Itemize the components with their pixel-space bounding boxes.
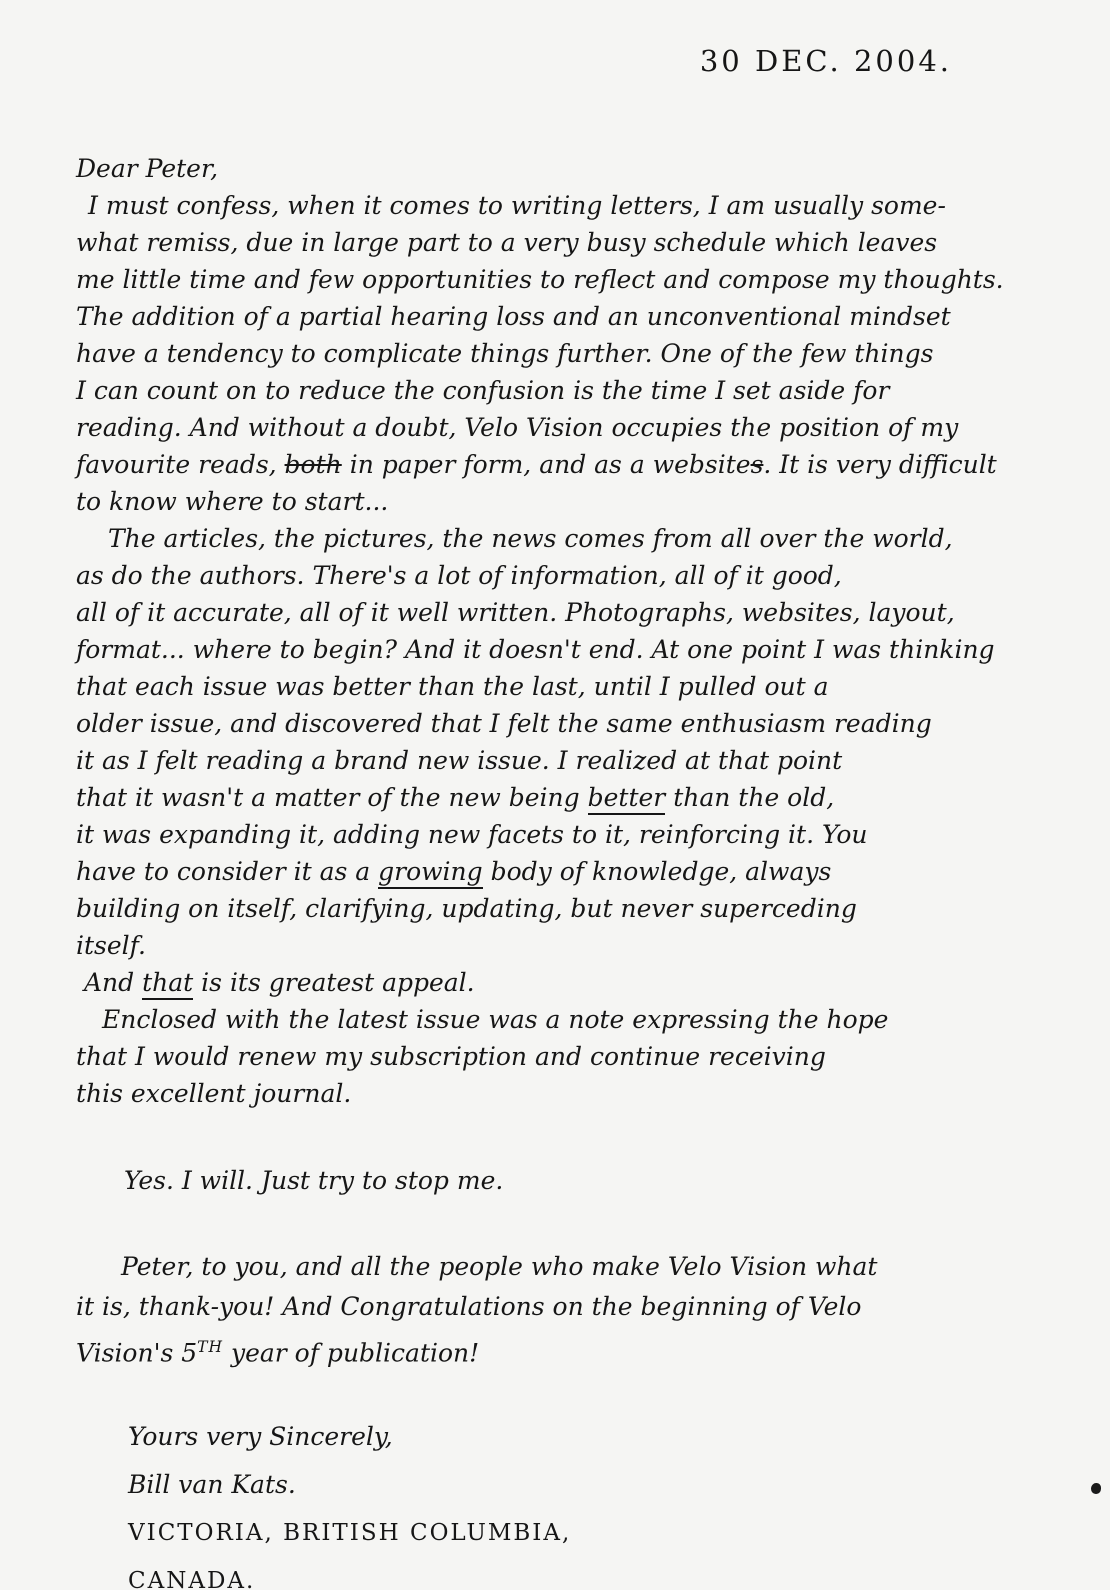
letter-line [76,261,1055,298]
letter-segment: Dear Peter, [76,154,219,183]
letter-block-para-appeal [76,964,1055,1001]
letter-segment: VICTORIA, BRITISH COLUMBIA, [128,1520,572,1547]
letter-line [76,1001,1055,1038]
letter-segment: year of publication! [223,1338,480,1368]
letter-segment-underline: growing [378,857,483,889]
letter-segment: Peter, to you, and all the people who make Velo Vision what [121,1252,878,1281]
letter-segment-strike: s [750,450,764,479]
letter-line [76,483,1055,520]
letter-segment: it was expanding it, adding new facets to it, reinforcing it. You [76,820,868,849]
letter-segment: as do the authors. There's a lot of information, all of it good, [76,561,842,590]
letter-segment-underline: better [588,783,666,815]
letter-date: 30 DEC. 2004. [699,44,952,78]
ink-dot-artifact [1091,1483,1101,1494]
letter-line [76,594,1055,631]
letter-segment: in paper form, and as a website [341,450,751,479]
letter-segment: that each issue was better than the last, until I pulled out a [76,672,829,701]
letter-segment: older issue, and discovered that I felt the same enthusiasm reading [76,709,932,738]
letter-segment: it is, thank-you! And Congratulations on the beginning of Velo [76,1292,862,1321]
letter-segment-underline: that [142,968,193,1000]
letter-segment-sup: TH [197,1338,224,1356]
letter-segment: The addition of a partial hearing loss and an unconventional mindset [76,302,951,331]
letter-line [76,779,1055,816]
letter-segment: format... where to begin? And it doesn't end. At one point I was thinking [76,635,995,664]
letter-segment: have to consider it as a [76,857,379,886]
letter-segment: Vision's 5 [76,1338,198,1368]
letter-segment: favourite reads, [76,450,285,479]
letter-block-para-articles [76,520,1055,964]
letter-line [128,1509,1055,1557]
letter-line [76,520,1055,557]
letter-segment: me little time and few opportunities to reflect and compose my thoughts. [76,265,1004,294]
letter-segment: I must confess, when it comes to writing letters, I am usually some- [88,191,946,220]
letter-line [128,1557,1055,1590]
letter-body [76,150,1055,1590]
letter-segment: I can count on to reduce the confusion is the time I set aside for [76,376,890,405]
letter-line [76,1038,1055,1075]
letter-segment: Yours very Sincerely, [128,1422,393,1452]
letter-segment: itself. [76,931,146,960]
letter-block-para-yes [124,1162,1055,1199]
letter-line [76,853,1055,890]
letter-segment: building on itself, clarifying, updating, but never superceding [76,894,857,923]
letter-line [76,1075,1055,1112]
letter-block-para-enclosed [76,1001,1055,1112]
letter-line [128,1461,1055,1509]
letter-line [76,409,1055,446]
letter-segment: this excellent journal. [76,1079,352,1108]
letter-line [76,964,1055,1001]
letter-line [76,1327,1055,1373]
letter-segment: it as I felt reading a brand new issue. I realized at that point [76,746,843,775]
letter-line [128,1413,1055,1461]
letter-line [76,446,1055,483]
letter-segment-strike: both [284,450,342,479]
letter-segment: reading. And without a doubt, Velo Vision occupies the position of my [76,413,959,442]
letter-segment: Enclosed with the latest issue was a note expressing the hope [102,1005,889,1034]
letter-line [76,298,1055,335]
letter-line [76,890,1055,927]
letter-segment: is its greatest appeal. [193,968,475,997]
letter-line [76,816,1055,853]
letter-segment: to know where to start... [76,487,389,516]
letter-segment: The articles, the pictures, the news comes from all over the world, [108,524,953,553]
letter-line [76,705,1055,742]
letter-line [76,631,1055,668]
letter-block-para-thanks [76,1247,1055,1373]
letter-segment: Yes. I will. Just try to stop me. [124,1166,504,1195]
letter-segment: CANADA. [128,1568,256,1590]
letter-line [76,927,1055,964]
letter-segment: Bill van Kats. [128,1470,296,1500]
letter-block-salutation [76,150,1055,187]
letter-line [76,150,1055,187]
letter-line [76,742,1055,779]
letter-line [76,668,1055,705]
letter-segment: that it wasn't a matter of the new being [76,783,588,812]
letter-line [76,372,1055,409]
letter-segment: have a tendency to complicate things further. One of the few things [76,339,934,368]
letter-line [124,1162,1055,1199]
letter-line [76,335,1055,372]
letter-segment: that I would renew my subscription and continue receiving [76,1042,826,1071]
letter-segment: body of knowledge, always [482,857,832,886]
letter-segment: all of it accurate, all of it well written. Photographs, websites, layout, [76,598,955,627]
letter-line [76,224,1055,261]
letter-segment: what remiss, due in large part to a very busy schedule which leaves [76,228,938,257]
letter-segment: And [84,968,143,997]
letter-segment: . It is very difficult [763,450,997,479]
letter-block-para-opening [76,187,1055,520]
letter-line [76,557,1055,594]
letter-segment: than the old, [665,783,835,812]
letter-block-signature [128,1413,1055,1590]
letter-line [76,1287,1055,1327]
letter-line [76,187,1055,224]
letter-line [76,1247,1055,1287]
